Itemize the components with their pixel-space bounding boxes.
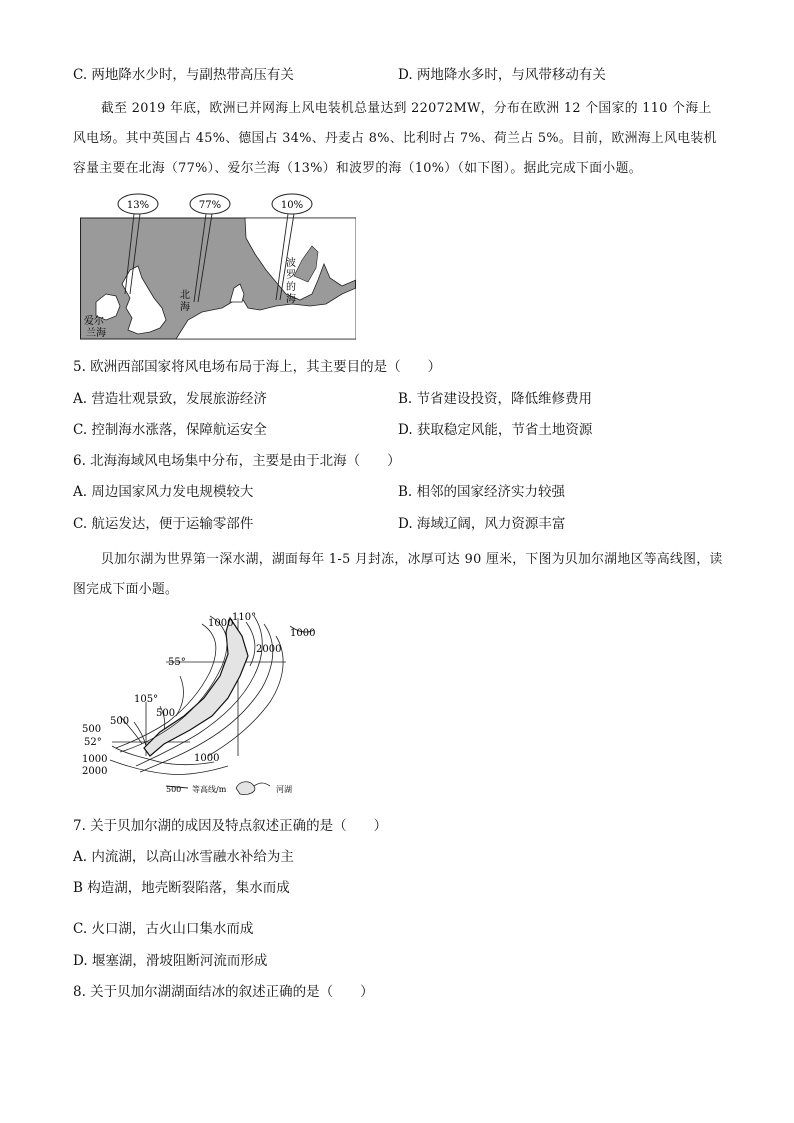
q7-option-d: D. 堰塞湖，滑坡阻断河流而形成 [73, 953, 268, 969]
contour-label-1000-bottom: 1000 [194, 753, 220, 764]
label-irish-sea-1: 爱尔 [84, 316, 104, 327]
baikal-contour-map [80, 606, 320, 798]
label-lon-110: 110° [232, 612, 257, 623]
q4-option-d: D. 两地降水多时，与风带移动有关 [398, 67, 606, 83]
label-north-sea-2: 海 [180, 302, 190, 313]
passage-wind-farms [73, 94, 723, 184]
q6-option-b: B. 相邻的国家经济实力较强 [398, 484, 566, 500]
europe-wind-map [80, 190, 356, 340]
q7-option-a: A. 内流湖，以高山冰雪融水补给为主 [73, 849, 294, 865]
contour-label-1000-top: 1000 [208, 618, 234, 629]
passage-baikal-text: 贝加尔湖为世界第一深水湖，湖面每年 1-5 月封冻，冰厚可达 90 厘米，下图为贝加尔湖地区等高线图，读图完成下面小题。 [73, 552, 723, 597]
contour-label-500-left: 500 [110, 716, 130, 727]
label-north-sea-1: 北 [180, 290, 190, 301]
contour-label-2000-right: 2000 [256, 644, 282, 655]
q5-stem: 5. 欧洲西部国家将风电场布局于海上，其主要目的是（ ） [73, 359, 442, 375]
callout-baltic-sea: 10% [280, 200, 304, 211]
legend-lake-label: 河湖 [276, 785, 292, 794]
callout-north-sea: 77% [198, 200, 222, 211]
q7-option-c: C. 火口湖，古火山口集水而成 [73, 921, 254, 937]
label-lon-105: 105° [134, 694, 159, 705]
contour-label-1000-left: 1000 [82, 754, 108, 765]
label-lat-55: 55° [168, 657, 186, 668]
label-baltic-2: 罗 [286, 270, 296, 281]
label-irish-sea-2: 兰海 [86, 328, 106, 339]
contour-label-500-far-left: 500 [82, 724, 102, 735]
label-baltic-4: 海 [286, 294, 296, 305]
legend-contour-value: 500 [166, 785, 182, 794]
contour-label-1000-right: 1000 [290, 628, 316, 639]
passage-baikal [73, 545, 723, 605]
q6-option-c: C. 航运发达，便于运输零部件 [73, 516, 254, 532]
q6-option-d: D. 海域辽阔，风力资源丰富 [398, 516, 566, 532]
passage-wind-farms-text: 截至 2019 年底，欧洲已并网海上风电装机总量达到 22072MW，分布在欧洲 12 个国家的 110 个海上风电场。其中英国占 45%、德国占 34%、丹麦占 8%、比利时占 7%、荷兰占 5%。目前，欧洲海上风电装机容量主要在北海（77%）、爱尔兰海（13%）和波罗的海（10%）（如下图）。据此完成下面小题。 [73, 101, 717, 176]
callout-irish-sea: 13% [126, 200, 150, 211]
q6-option-a: A. 周边国家风力发电规模较大 [73, 484, 254, 500]
q5-option-a: A. 营造壮观景致，发展旅游经济 [73, 391, 267, 407]
q5-option-b: B. 节省建设投资，降低维修费用 [398, 391, 593, 407]
q5-option-d: D. 获取稳定风能，节省土地资源 [398, 422, 593, 438]
q7-option-b: B 构造湖，地壳断裂陷落，集水而成 [73, 880, 290, 896]
q7-stem: 7. 关于贝加尔湖的成因及特点叙述正确的是（ ） [73, 818, 388, 834]
q6-stem: 6. 北海海域风电场集中分布，主要是由于北海（ ） [73, 453, 401, 469]
label-baltic-3: 的 [286, 282, 296, 293]
q8-stem: 8. 关于贝加尔湖湖面结冰的叙述正确的是（ ） [73, 984, 374, 1000]
contour-label-2000-left: 2000 [82, 766, 108, 777]
legend-contour-label: 等高线/m [192, 785, 227, 794]
label-lat-52: 52° [84, 737, 102, 748]
contour-label-500-mid: 500 [156, 708, 176, 719]
label-baltic-1: 波 [286, 258, 296, 269]
q5-option-c: C. 控制海水涨落，保障航运安全 [73, 422, 267, 438]
legend-lake-swatch [236, 782, 255, 795]
q4-option-c: C. 两地降水少时，与副热带高压有关 [73, 67, 294, 83]
